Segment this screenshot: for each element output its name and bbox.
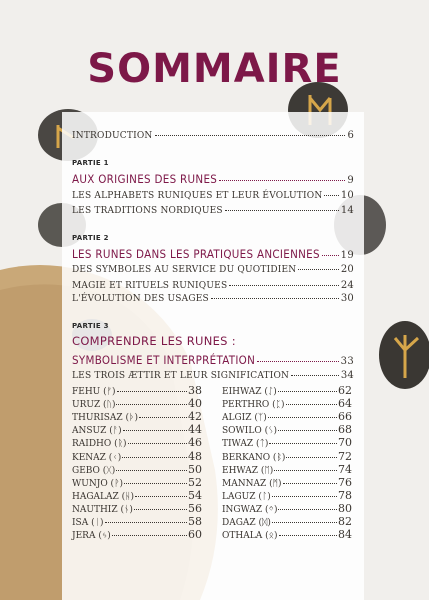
rune-entry-page: 46	[188, 436, 202, 450]
rune-entry-page: 50	[188, 462, 202, 476]
dot-leader	[272, 496, 337, 497]
rune-entry-label: NAUTHIZ (ᚾ)	[72, 504, 133, 515]
toc-entry-label: L'ÉVOLUTION DES USAGES	[72, 294, 209, 304]
rune-entry-label: INGWAZ (ᛜ)	[222, 504, 278, 515]
section-title-line-1: COMPRENDRE LES RUNES :	[72, 334, 236, 348]
rune-entry-label: URUZ (ᚢ)	[72, 400, 116, 411]
rune-entry[interactable]	[72, 502, 202, 515]
rune-entry-page: 38	[188, 384, 202, 397]
rune-entry[interactable]	[222, 410, 352, 423]
rune-entry-page: 76	[338, 475, 352, 489]
toc-entry-label: LES TRADITIONS NORDIQUES	[72, 206, 223, 216]
toc-section-part-2[interactable]	[72, 247, 354, 261]
rune-entry-page: 48	[188, 449, 202, 463]
dot-leader	[229, 285, 339, 286]
dot-leader	[278, 509, 337, 510]
rune-entry[interactable]	[72, 463, 202, 476]
rune-entry-label: GEBO (ᚷ)	[72, 465, 116, 476]
dot-leader	[269, 443, 337, 444]
rune-entry-label: FEHU (ᚠ)	[72, 387, 116, 397]
rune-entry[interactable]	[222, 489, 352, 502]
rune-entry-label: HAGALAZ (ᚺ)	[72, 491, 135, 502]
rune-entry[interactable]	[72, 489, 202, 502]
dot-leader	[286, 404, 337, 405]
rune-entry[interactable]	[72, 528, 202, 541]
toc-entry[interactable]	[72, 264, 354, 275]
rune-entry[interactable]	[222, 476, 352, 489]
rune-entry[interactable]	[72, 410, 202, 423]
rune-entry-page: 72	[338, 449, 352, 463]
rune-entry-page: 82	[338, 515, 352, 528]
dot-leader	[322, 255, 339, 256]
dot-leader	[324, 195, 338, 196]
rune-entry-label: RAIDHO (ᚱ)	[72, 439, 127, 450]
rune-entry-page: 60	[188, 528, 202, 542]
rune-entry-label: PERTHRO (ᛈ)	[222, 400, 285, 411]
part-3-label: PARTIE 3	[72, 322, 109, 330]
toc-entry-page: 14	[340, 205, 354, 216]
toc-entry[interactable]	[72, 280, 354, 291]
rune-entry-label: SOWILO (ᛊ)	[222, 426, 277, 437]
dot-leader	[105, 522, 187, 523]
dot-leader	[134, 509, 187, 510]
rune-entry-page: 54	[188, 488, 202, 502]
rune-entry-label: ALGIZ (ᛉ)	[222, 413, 267, 424]
rune-entry-label: BERKANO (ᛒ)	[222, 452, 286, 463]
rune-entry-label: ANSUZ (ᚨ)	[72, 426, 122, 437]
dot-leader	[211, 298, 339, 299]
rune-entry-label: OTHALA (ᛟ)	[222, 531, 278, 542]
toc-section-part-1[interactable]	[72, 172, 354, 186]
rune-entry-label: WUNJO (ᚹ)	[72, 478, 123, 489]
rune-entry-page: 58	[188, 515, 202, 528]
toc-entry-page: 34	[340, 370, 354, 381]
rune-entry-label: TIWAZ (ᛏ)	[222, 439, 269, 450]
rune-entry[interactable]	[222, 397, 352, 410]
rune-entry-page: 70	[338, 436, 352, 450]
rune-entry[interactable]	[72, 423, 202, 436]
part-2-label: PARTIE 2	[72, 234, 109, 242]
dot-leader	[139, 417, 187, 418]
rune-entry[interactable]	[222, 384, 352, 397]
rune-entry-label: EIHWAZ (ᛇ)	[222, 387, 277, 397]
rune-entry-page: 80	[338, 501, 352, 515]
rune-entry[interactable]	[72, 515, 202, 528]
dot-leader	[112, 535, 187, 536]
rune-entry-page: 66	[338, 410, 352, 424]
rune-entry[interactable]	[222, 450, 352, 463]
dot-leader	[116, 470, 187, 471]
toc-entry-label: LES TROIS ÆTTIR ET LEUR SIGNIFICATION	[72, 371, 290, 381]
section-title: AUX ORIGINES DES RUNES	[72, 172, 218, 186]
rune-entry-page: 56	[188, 501, 202, 515]
rune-entry-page: 84	[338, 528, 352, 542]
rune-entry-page: 40	[188, 397, 202, 411]
dot-leader	[278, 391, 337, 392]
rune-entry-page: 42	[188, 410, 202, 424]
toc-entry-introduction[interactable]	[72, 130, 354, 141]
rune-entry-label: DAGAZ (ᛞ)	[222, 518, 271, 528]
rune-entry[interactable]	[72, 436, 202, 449]
rune-entry-label: KENAZ (ᚲ)	[72, 452, 122, 463]
dot-leader	[272, 522, 337, 523]
rune-entry[interactable]	[72, 450, 202, 463]
rune-entry-label: EHWAZ (ᛖ)	[222, 465, 274, 476]
rune-entry-page: 74	[338, 462, 352, 476]
dot-leader	[124, 483, 187, 484]
rune-entry-label: THURISAZ (ᚦ)	[72, 413, 138, 424]
rune-entry-page: 68	[338, 423, 352, 437]
dot-leader	[122, 457, 187, 458]
toc-entry-page: 30	[340, 293, 354, 304]
toc-entry[interactable]	[72, 370, 354, 381]
dot-leader	[219, 180, 345, 181]
rune-entry-label: LAGUZ (ᛚ)	[222, 491, 271, 502]
toc-entry-label: INTRODUCTION	[72, 131, 153, 141]
dot-leader	[128, 443, 187, 444]
toc-entry[interactable]	[72, 205, 354, 216]
rune-entry[interactable]	[72, 476, 202, 489]
toc-entry[interactable]	[72, 293, 354, 304]
dot-leader	[117, 391, 187, 392]
dot-leader	[279, 535, 338, 536]
section-page: 9	[347, 175, 354, 186]
dot-leader	[291, 375, 339, 376]
dot-leader	[298, 269, 339, 270]
dot-leader	[268, 417, 337, 418]
part-1-label: PARTIE 1	[72, 159, 109, 167]
dot-leader	[123, 430, 187, 431]
page-title: SOMMAIRE	[87, 46, 342, 92]
rune-entry-label: MANNAZ (ᛗ)	[222, 478, 282, 489]
rune-entry-label: JERA (ᛃ)	[72, 531, 111, 542]
section-page: 33	[340, 356, 354, 367]
dot-leader	[283, 483, 337, 484]
dot-leader	[135, 496, 187, 497]
toc-entry-label: MAGIE ET RITUELS RUNIQUES	[72, 281, 228, 291]
toc-entry-label: LES ALPHABETS RUNIQUES ET LEUR ÉVOLUTION	[72, 191, 323, 201]
toc-entry-page: 24	[340, 280, 354, 291]
rune-entry-page: 62	[338, 384, 352, 397]
rune-entry[interactable]	[222, 463, 352, 476]
dot-leader	[155, 135, 346, 136]
dot-leader	[116, 404, 187, 405]
rune-entry-page: 78	[338, 488, 352, 502]
dot-leader	[274, 470, 337, 471]
dot-leader	[278, 430, 337, 431]
dot-leader	[286, 457, 337, 458]
dot-leader	[225, 210, 339, 211]
toc-entry-label: DES SYMBOLES AU SERVICE DU QUOTIDIEN	[72, 265, 297, 275]
rune-entry[interactable]	[72, 397, 202, 410]
rune-entry[interactable]	[222, 515, 352, 528]
rune-entry[interactable]	[222, 423, 352, 436]
rune-entry-page: 44	[188, 423, 202, 437]
rune-entry[interactable]	[222, 436, 352, 449]
toc-entry-page: 10	[340, 190, 354, 201]
rune-entry[interactable]	[222, 528, 352, 541]
rune-entry-page: 64	[338, 397, 352, 411]
rune-entry[interactable]	[72, 384, 202, 397]
toc-entry[interactable]	[72, 190, 354, 201]
section-title-line-2: SYMBOLISME ET INTERPRÉTATION	[72, 353, 256, 367]
toc-entry-page: 20	[340, 264, 354, 275]
section-page: 19	[340, 250, 354, 261]
dot-leader	[257, 361, 339, 362]
section-title: LES RUNES DANS LES PRATIQUES ANCIENNES	[72, 247, 320, 261]
toc-entry-page: 6	[347, 130, 354, 141]
rune-entry[interactable]	[222, 502, 352, 515]
rune-entry-label: ISA (ᛁ)	[72, 518, 104, 528]
toc-section-part-3[interactable]	[72, 353, 354, 367]
rune-entry-page: 52	[188, 475, 202, 489]
